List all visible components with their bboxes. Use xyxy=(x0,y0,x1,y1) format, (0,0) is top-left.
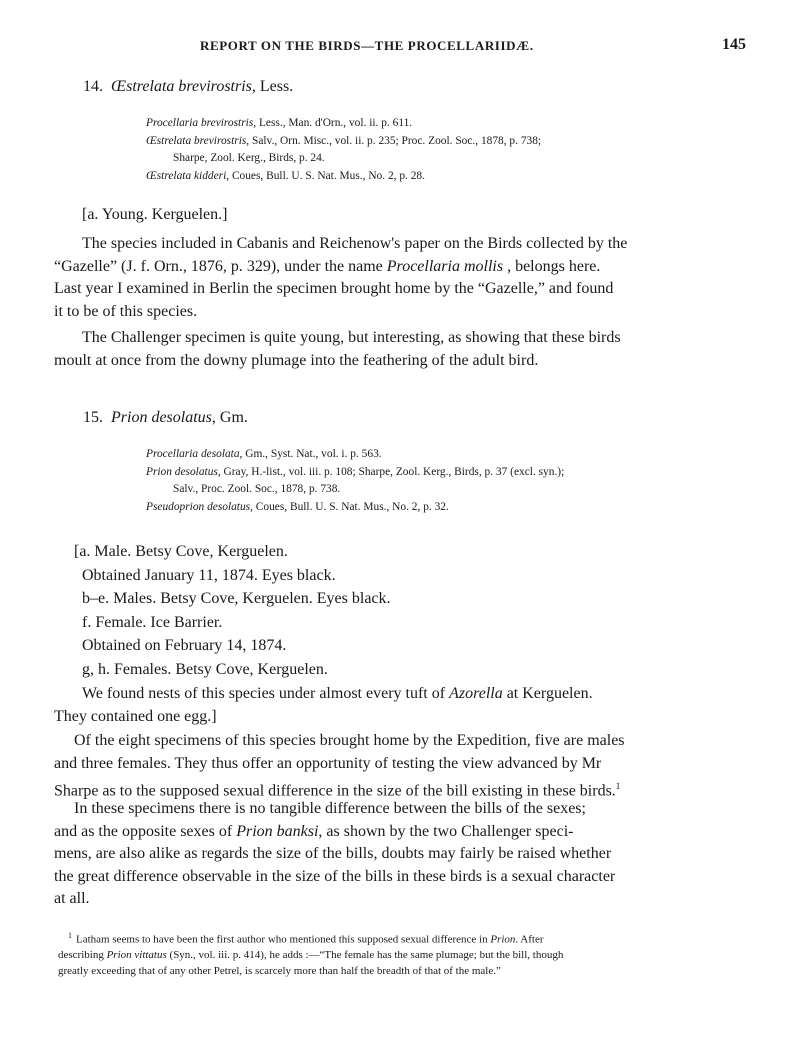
synonym-reference: , Coues, Bull. U. S. Nat. Mus., No. 2, p. 28. xyxy=(226,169,425,182)
paragraph-line: it to be of this species. xyxy=(54,302,198,320)
synonym-line xyxy=(146,150,541,168)
italic-species: Procellaria mollis xyxy=(386,257,504,275)
text-fragment: Latham seems to have been the first author who mentioned this supposed sexual difference in xyxy=(76,933,491,946)
text-fragment: at Kerguelen. xyxy=(502,684,593,702)
page-number: 145 xyxy=(722,36,746,53)
synonym-line xyxy=(146,446,564,464)
synonym-line xyxy=(146,464,564,482)
species-15-number: 15. xyxy=(83,409,103,426)
footnote-marker: 1 xyxy=(68,931,72,940)
synonym-line xyxy=(146,115,541,133)
synonym-reference: , Gm., Syst. Nat., vol. i. p. 563. xyxy=(239,448,382,460)
synonym-reference: , Salv., Orn. Misc., vol. ii. p. 235; Proc. Zool. Soc., 1878, p. 738; xyxy=(246,134,542,147)
specimen-note: Obtained January 11, 1874. Eyes black. xyxy=(82,566,336,584)
paragraph-line: In these specimens there is no tangible difference between the bills of the sexes; xyxy=(74,800,586,817)
specimen-note: [a. Young. Kerguelen.] xyxy=(82,206,228,223)
text-fragment: “Gazelle” (J. f. Orn., 1876, p. 329), under the name xyxy=(54,257,387,275)
italic-genus: Prion xyxy=(490,933,516,946)
paragraph-line xyxy=(54,256,627,279)
synonym-name: Pseudoprion desolatus xyxy=(146,500,251,513)
species-14-name: Œstrelata brevirostris xyxy=(111,78,252,95)
synonym-reference: , Less., Man. d'Orn., vol. ii. p. 611. xyxy=(253,117,413,129)
italic-species: Prion vittatus xyxy=(106,949,167,962)
species-14-heading xyxy=(83,78,293,96)
text-fragment: and as the opposite sexes of xyxy=(54,822,237,840)
synonym-line xyxy=(146,168,541,186)
synonym-reference: , Coues, Bull. U. S. Nat. Mus., No. 2, p. 32. xyxy=(250,500,449,513)
specimen-note: b–e. Males. Betsy Cove, Kerguelen. Eyes black. xyxy=(82,590,391,608)
specimen-note: They contained one egg.] xyxy=(54,708,217,726)
synonym-name: Prion desolatus xyxy=(146,465,218,478)
species-15-paragraph-1 xyxy=(54,730,625,803)
paragraph-line: at all. xyxy=(54,890,90,907)
species-15-name: Prion desolatus xyxy=(111,409,212,426)
paragraph-line: moult at once from the downy plumage into the feathering of the adult bird. xyxy=(54,351,539,369)
synonym-name: Procellaria desolata xyxy=(146,448,240,460)
species-14-authority: , Less. xyxy=(251,78,294,95)
species-14-paragraph-2 xyxy=(54,327,621,372)
species-14-number: 14. xyxy=(83,78,103,95)
text-fragment: . After xyxy=(515,933,544,946)
footnote-line: greatly exceeding that of any other Petrel, is scarcely more than half the breadth of that of the male.” xyxy=(58,964,501,977)
specimen-note: f. Female. Ice Barrier. xyxy=(82,613,223,631)
paragraph-line: The Challenger specimen is quite young, but interesting, as showing that these birds xyxy=(82,329,621,346)
paragraph-line: Of the eight specimens of this species brought home by the Expedition, five are males xyxy=(74,732,625,749)
paragraph-line: Last year I examined in Berlin the specimen brought home by the “Gazelle,” and found xyxy=(54,280,614,297)
species-15-paragraph-2 xyxy=(54,798,615,911)
text-fragment: (Syn., vol. iii. p. 414), he adds :—“The female has the same plumage; but the bill, though xyxy=(166,949,564,962)
synonym-name: Œstrelata kidderi xyxy=(146,169,227,182)
paragraph-line: and three females. They thus offer an opportunity of testing the view advanced by Mr xyxy=(54,754,602,772)
species-14-synonymy xyxy=(146,115,541,185)
specimen-note: [a. Male. Betsy Cove, Kerguelen. xyxy=(74,543,288,560)
synonym-name: Procellaria brevirostris xyxy=(146,117,254,129)
footnote-ref: 1 xyxy=(615,781,621,791)
species-14-paragraph-1 xyxy=(54,233,627,323)
synonym-line xyxy=(146,133,541,151)
species-15-synonymy xyxy=(146,446,564,516)
footnote xyxy=(58,928,563,979)
synonym-reference: Salv., Proc. Zool. Soc., 1878, p. 738. xyxy=(173,483,341,495)
page-header xyxy=(0,36,800,60)
running-head: REPORT ON THE BIRDS—THE PROCELLARIIDÆ. xyxy=(200,38,534,53)
specimen-note xyxy=(54,682,593,706)
paragraph-line: mens, are also alike as regards the size of the bills, doubts may fairly be raised whether xyxy=(54,845,612,862)
paragraph-line: The species included in Cabanis and Reichenow's paper on the Birds collected by the xyxy=(82,235,628,252)
paragraph-line: the great difference observable in the size of the bills in these birds is a sexual character xyxy=(54,867,616,885)
italic-plant: Azorella xyxy=(449,684,503,702)
text-fragment: describing xyxy=(58,949,107,962)
footnote-line xyxy=(58,928,563,948)
text-fragment: Sharpe as to the supposed sexual difference in the size of the bill existing in these birds. xyxy=(54,782,616,800)
synonym-line xyxy=(146,481,564,499)
italic-species: Prion banksi xyxy=(236,822,319,840)
synonym-line xyxy=(146,499,564,517)
species-15-authority: , Gm. xyxy=(211,409,248,426)
specimen-note: Obtained on February 14, 1874. xyxy=(82,637,287,655)
synonym-reference: Sharpe, Zool. Kerg., Birds, p. 24. xyxy=(173,152,325,164)
text-fragment: , belongs here. xyxy=(503,257,601,275)
footnote-line xyxy=(58,948,563,964)
text-fragment: We found nests of this species under almost every tuft of xyxy=(82,684,450,702)
species-14-specimen xyxy=(82,206,227,224)
synonym-reference: , Gray, H.-list., vol. iii. p. 108; Sharpe, Zool. Kerg., Birds, p. 37 (excl. syn.); xyxy=(217,465,565,478)
species-15-specimen-notes xyxy=(54,540,593,729)
text-fragment: , as shown by the two Challenger speci- xyxy=(318,822,574,840)
species-15-heading xyxy=(83,409,248,427)
specimen-note: g, h. Females. Betsy Cove, Kerguelen. xyxy=(82,660,328,678)
paragraph-line xyxy=(54,821,615,844)
synonym-name: Œstrelata brevirostris xyxy=(146,134,247,147)
